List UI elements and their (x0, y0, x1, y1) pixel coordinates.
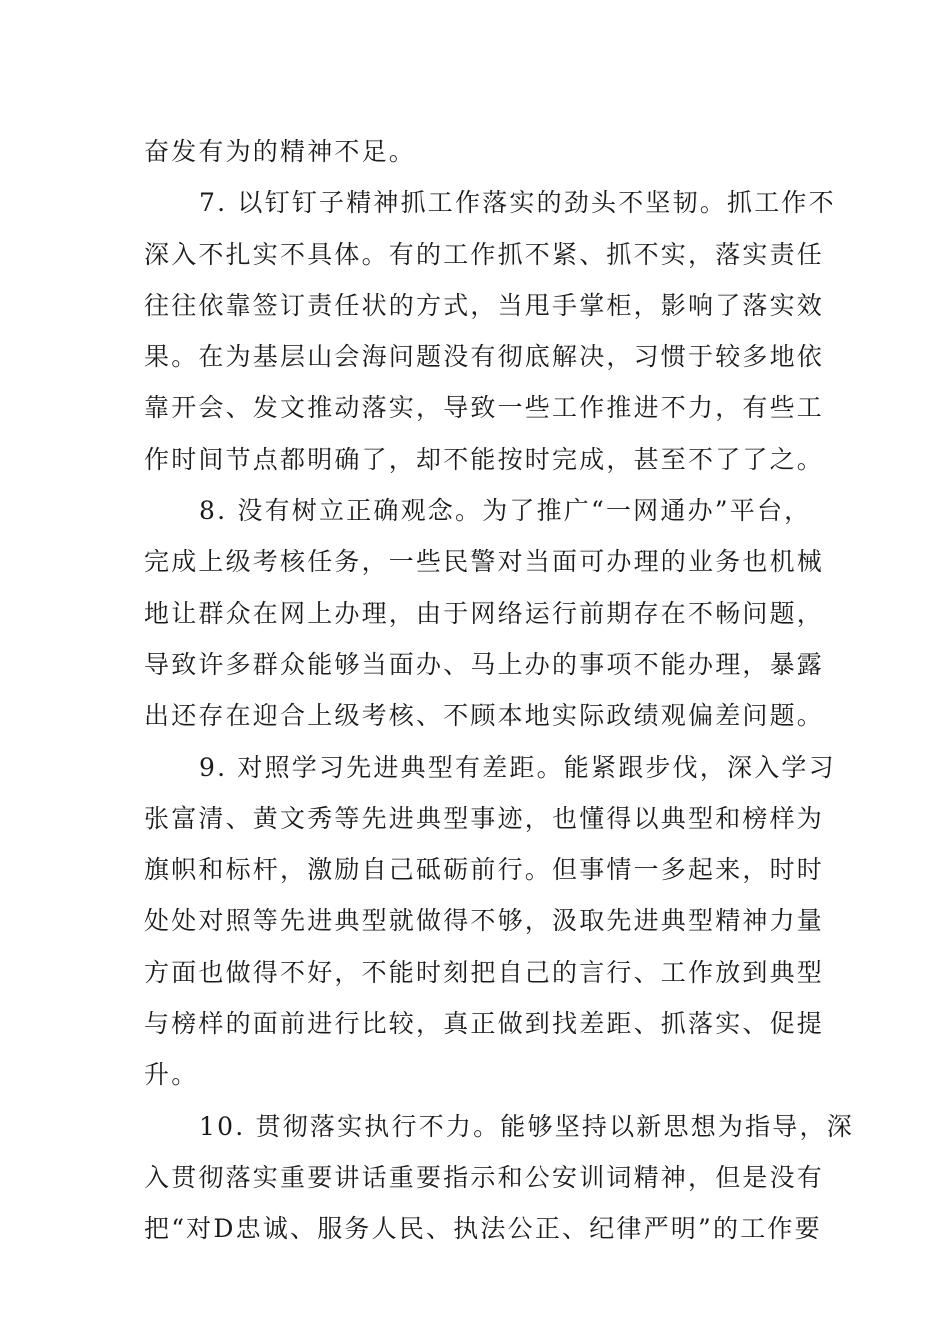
text-line: 方面也做得不好，不能时刻把自己的言行、工作放到典型 (144, 957, 825, 987)
text-line: 完成上级考核任务，一些民警对当面可办理的业务也机械 (144, 547, 825, 577)
text-line: 10. 贯彻落实执行不力。能够坚持以新思想为指导，深 (199, 1111, 854, 1141)
text-line: 与榜样的面前进行比较，真正做到找差距、抓落实、促提 (144, 1009, 825, 1039)
text-line: 旗帜和标杆，激励自己砥砺前行。但事情一多起来，时时 (144, 855, 825, 885)
text-line: 入贯彻落实重要讲话重要指示和公安训词精神，但是没有 (144, 1162, 825, 1192)
text-line: 地让群众在网上办理，由于网络运行前期存在不畅问题， (144, 598, 825, 628)
text-line: 张富清、黄文秀等先进典型事迹，也懂得以典型和榜样为 (144, 803, 825, 833)
text-line: 升。 (144, 1060, 199, 1090)
text-line: 靠开会、发文推动落实，导致一些工作推进不力，有些工 (144, 393, 825, 423)
text-line: 出还存在迎合上级考核、不顾本地实际政绩观偏差问题。 (144, 701, 825, 731)
text-line: 果。在为基层山会海问题没有彻底解决，习惯于较多地依 (144, 342, 825, 372)
text-line: 深入不扎实不具体。有的工作抓不紧、抓不实，落实责任 (144, 239, 825, 269)
text-line: 奋发有为的精神不足。 (144, 137, 417, 166)
text-line: 8. 没有树立正确观念。为了推广“一网通办”平台， (199, 496, 812, 526)
text-line: 把“对D忠诚、服务人民、执法公正、纪律严明”的工作要 (144, 1214, 822, 1244)
text-line: 9. 对照学习先进典型有差距。能紧跟步伐，深入学习 (199, 752, 836, 782)
text-line: 导致许多群众能够当面办、马上办的事项不能办理，暴露 (144, 649, 825, 679)
text-line: 7. 以钉钉子精神抓工作落实的劲头不坚韧。抓工作不 (199, 188, 836, 218)
document-body (144, 126, 854, 1255)
text-line: 作时间节点都明确了，却不能按时完成，甚至不了了之。 (144, 444, 825, 474)
text-line: 处处对照等先进典型就做得不够，汲取先进典型精神力量 (144, 906, 825, 936)
text-line: 往往依靠签订责任状的方式，当甩手掌柜，影响了落实效 (144, 290, 825, 320)
